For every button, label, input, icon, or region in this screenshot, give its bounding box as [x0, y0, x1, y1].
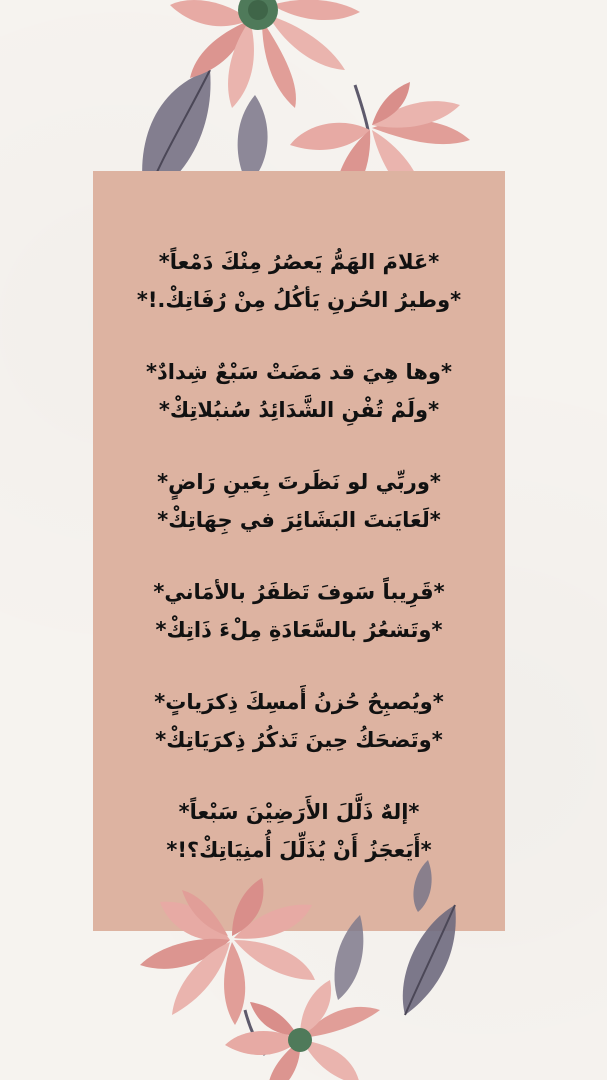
poem-line: *إلهٌ ذَلَّلَ الأَرَضِيْنَ سَبْعاً* — [178, 800, 420, 824]
bottom-floral-decoration — [0, 840, 607, 1080]
poem-stanza-5 — [93, 683, 505, 759]
flower-icon — [140, 878, 315, 1025]
poem-line: *عَلامَ الهَمُّ يَعصُرُ مِنْكَ دَمْعاً* — [158, 250, 440, 274]
poem-line: *قَرِيباً سَوفَ تَظفَرُ بالأمَاني* — [153, 580, 445, 604]
flower-icon — [225, 980, 380, 1080]
poem-line: *وتَضحَكُ حِينَ تَذكُرُ ذِكرَيَاتِكْ* — [155, 728, 443, 752]
poem — [93, 171, 505, 931]
leaf-icon — [403, 905, 456, 1015]
poem-line: *وها هِيَ قد مَضَتْ سَبْعٌ شِدادٌ* — [146, 360, 452, 384]
poem-stanza-4 — [93, 573, 505, 649]
poem-line: *لَعَايَنتَ البَشَائِرَ في جِهَاتِكْ* — [157, 508, 441, 532]
poem-line: *وتَشعُرُ بالسَّعَادَةِ مِلْءَ ذَاتِكْ* — [155, 618, 443, 642]
leaf-icon — [413, 860, 431, 912]
poem-line: *أَيَعجَزُ أَنْ يُذَلِّلَ أُمنِيَاتِكْ؟!* — [166, 838, 432, 862]
poem-line: *وربِّي لو نَظَرتَ بِعَينِ رَاضٍ* — [157, 470, 441, 494]
poem-line: *ولَمْ تُفْنِ الشَّدَائِدُ سُنبُلاتِكْ* — [158, 398, 440, 422]
leaf-icon — [334, 915, 363, 1000]
poem-line: *وطيرُ الحُزنِ يَأكُلُ مِنْ رُفَاتِكْ.!* — [136, 288, 462, 312]
poem-stanza-2 — [93, 353, 505, 429]
poem-stanza-3 — [93, 463, 505, 539]
poem-stanza-1 — [93, 243, 505, 319]
poem-line: *ويُصبِحُ حُزنُ أَمسِكَ ذِكرَياتٍ* — [154, 690, 444, 714]
